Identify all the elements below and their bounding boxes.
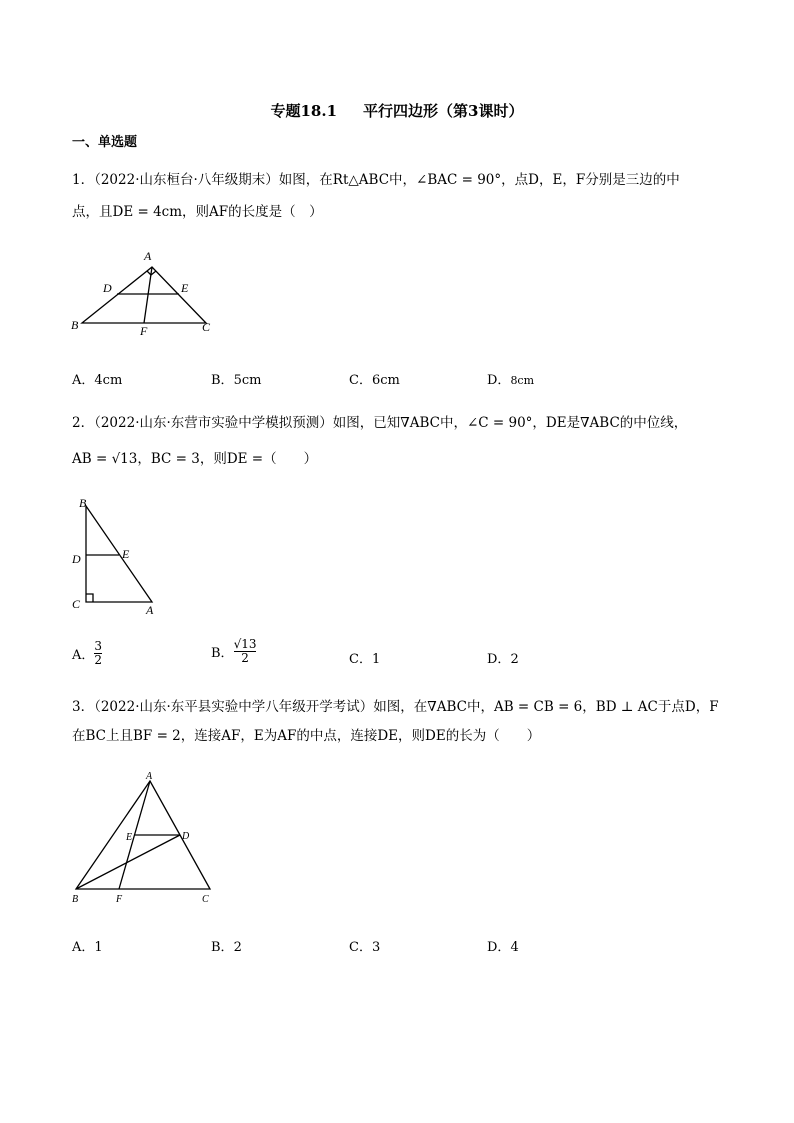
fig3-label-a: A — [146, 771, 153, 782]
fig2-label-c: C — [72, 597, 81, 611]
question-3-option-b[interactable]: B．2 — [211, 940, 242, 955]
fig1-label-f: F — [140, 324, 148, 338]
question-2-line-1 — [72, 413, 687, 433]
question-2-option-d[interactable]: D．2 — [487, 652, 519, 667]
question-1-line-2: 点，且DE = 4cm，则AF的长度是（ ） — [72, 204, 323, 220]
fig1-label-d: D — [103, 281, 112, 295]
question-1-text-1: 如图，在Rt△ABC中，∠BAC = 90°，点D，E，F分别是三边的中 — [278, 172, 680, 188]
question-2-figure — [60, 492, 170, 622]
question-3-text-1: 如图，在∇ABC中，AB = CB = 6，BD ⊥ AC于点D，F — [373, 699, 719, 715]
question-3-number: 3． — [72, 699, 95, 715]
question-2-option-c[interactable]: C．1 — [349, 652, 381, 667]
question-2-number: 2． — [72, 415, 95, 431]
question-2-text-1: 如图，已知∇ABC中，∠C = 90°，DE是∇ABC的中位线， — [332, 415, 688, 431]
question-3-source: （2022·山东·东平县实验中学八年级开学考试） — [94, 699, 374, 715]
question-3-line-1 — [72, 697, 719, 717]
question-1-option-d[interactable]: D．8cm — [487, 373, 535, 388]
fig1-label-e: E — [181, 281, 189, 295]
question-1-figure — [60, 245, 230, 345]
title-topic: 专题18.1 — [270, 102, 338, 120]
fig2-label-e: E — [122, 547, 130, 561]
question-3-option-a[interactable]: A．1 — [72, 940, 103, 955]
fig2-label-b: B — [79, 496, 87, 510]
question-1-number: 1． — [72, 172, 95, 188]
question-1-line-1 — [72, 170, 680, 190]
question-1-source: （2022·山东桓台·八年级期末） — [94, 172, 279, 188]
fig1-label-b: B — [71, 318, 79, 332]
fig1-label-c: C — [202, 320, 211, 334]
page-title — [0, 100, 794, 121]
fig3-label-e: E — [126, 832, 133, 843]
question-2-option-a[interactable]: A． $\frac{3}{2}$ — [72, 639, 103, 667]
fig1-label-a: A — [144, 249, 152, 263]
fig3-label-d: D — [182, 831, 190, 842]
title-lesson: 平行四边形（第3课时） — [363, 102, 524, 120]
fig3-label-f: F — [116, 894, 123, 905]
section-heading: 一、单选题 — [72, 135, 138, 150]
question-1-option-b[interactable]: B．5cm — [211, 373, 262, 388]
question-3-figure — [62, 768, 222, 908]
question-3-option-c[interactable]: C．3 — [349, 940, 381, 955]
fig2-label-a: A — [146, 603, 154, 617]
fig3-label-b: B — [72, 894, 79, 905]
question-1-option-a[interactable]: A．4cm — [72, 373, 123, 388]
question-3-option-d[interactable]: D．4 — [487, 940, 519, 955]
fig3-label-c: C — [202, 894, 209, 905]
question-3-line-2: 在BC上且BF = 2，连接AF，E为AF的中点，连接DE，则DE的长为（ ） — [72, 728, 541, 744]
fig2-label-d: D — [72, 552, 81, 566]
question-1-option-c[interactable]: C．6cm — [349, 373, 400, 388]
question-2-line-2: AB = √13，BC = 3，则DE =（ ） — [72, 451, 318, 467]
question-2-source: （2022·山东·东营市实验中学模拟预测） — [94, 415, 333, 431]
question-2-option-b[interactable]: B． $\frac{√13}{2}$ — [211, 637, 257, 665]
